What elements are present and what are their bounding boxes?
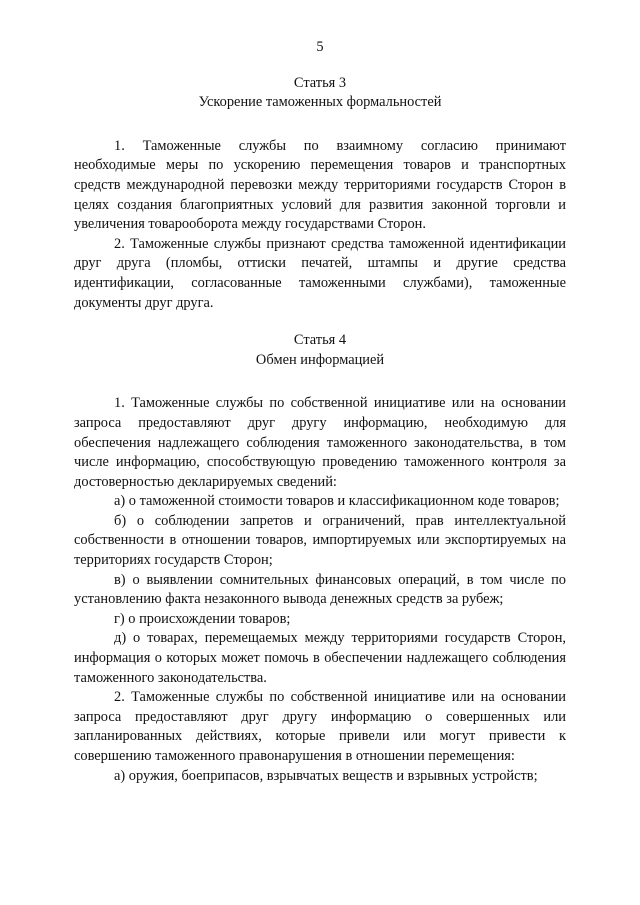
list-item: а) оружия, боеприпасов, взрывчатых веществ и взрывных устройств; bbox=[114, 767, 538, 784]
document-page bbox=[74, 38, 566, 786]
list-item: в) о выявлении сомнительных финансовых операций, в том числе по установлению факта незаконного вывода денежных средств за рубеж; bbox=[74, 571, 566, 608]
article-4 bbox=[74, 331, 566, 786]
list-item: б) о соблюдении запретов и ограничений, прав интеллектуальной собственности в отношении товаров, импортируемых или экспортируемых на территориях государств Сторон; bbox=[74, 512, 566, 569]
article-title: Ускорение таможенных формальностей bbox=[198, 94, 442, 111]
page-number: 5 bbox=[316, 39, 324, 55]
article-heading: Статья 3 bbox=[293, 74, 347, 91]
list-item: г) о происхождении товаров; bbox=[114, 610, 291, 627]
paragraph: 2. Таможенные службы признают средства таможенной идентификации друг друга (пломбы, оттиски печатей, штампы и другие средства идентификации, согласованные таможенными службами), таможенные документы друг друга. bbox=[74, 235, 566, 311]
list-item: а) о таможенной стоимости товаров и классификационном коде товаров; bbox=[114, 493, 560, 510]
article-heading: Статья 4 bbox=[293, 332, 347, 349]
paragraph: 2. Таможенные службы по собственной инициативе или на основании запроса предоставляют друг другу информацию о совершенных или запланированных действиях, которые привели или могут привести к совершению таможенного правонарушения в отношении перемещения: bbox=[74, 689, 566, 764]
article-3 bbox=[74, 74, 566, 314]
paragraph: 1. Таможенные службы по взаимному согласию принимают необходимые меры по ускорению перемещения товаров и транспортных средств международной перевозки между территориями государств Сторон в целях создания благоприятных условий для развития законной торговли и увеличения товарооборота между государствами Сторон. bbox=[74, 137, 566, 233]
paragraph: 1. Таможенные службы по собственной инициативе или на основании запроса предоставляют друг другу информацию, необходимую для обеспечения надлежащего соблюдения таможенного законодательства, в том числе информацию, способствующую проведению таможенного контроля за достоверностью декларируемых сведений: bbox=[74, 395, 566, 490]
article-title: Обмен информацией bbox=[255, 351, 385, 368]
list-item: д) о товарах, перемещаемых между территориями государств Сторон, информация о которых может помочь в обеспечении надлежащего соблюдения таможенного законодательства. bbox=[74, 630, 566, 686]
